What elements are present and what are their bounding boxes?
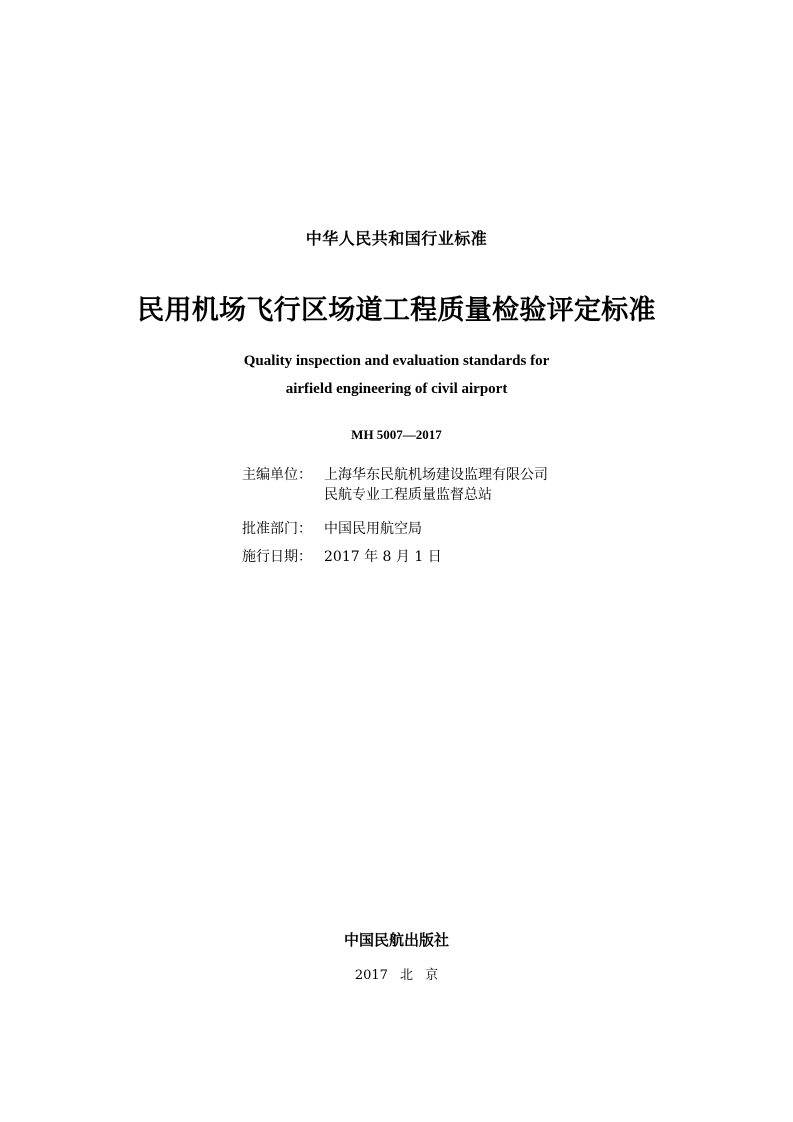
effective-date-value: 2017 年 8 月 1 日 xyxy=(324,549,442,565)
effective-date-label: 施行日期： xyxy=(242,549,312,565)
publisher-name: 中国民航出版社 xyxy=(343,931,449,949)
document-metadata xyxy=(242,465,548,574)
editor-name: 上海华东民航机场建设监理有限公司 xyxy=(324,467,548,483)
effective-date-row xyxy=(242,547,548,574)
editor-label: 主编单位： xyxy=(242,467,312,483)
document-title-chinese: 民用机场飞行区场道工程质量检验评定标准 xyxy=(137,295,656,326)
publication-year-place: 2017 北 京 xyxy=(354,968,439,983)
approver-row xyxy=(242,519,548,546)
approver-label: 批准部门： xyxy=(242,521,312,537)
document-title-english-line1: Quality inspection and evaluation standards for xyxy=(243,353,550,369)
editor-list xyxy=(324,465,548,503)
editor-row xyxy=(242,465,548,503)
document-title-english-line2: airfield engineering of civil airport xyxy=(285,381,508,397)
standard-type-heading: 中华人民共和国行业标准 xyxy=(305,229,488,248)
approver-value: 中国民用航空局 xyxy=(324,521,422,537)
editor-name: 民航专业工程质量监督总站 xyxy=(324,487,492,503)
standard-code: MH 5007—2017 xyxy=(351,427,442,442)
